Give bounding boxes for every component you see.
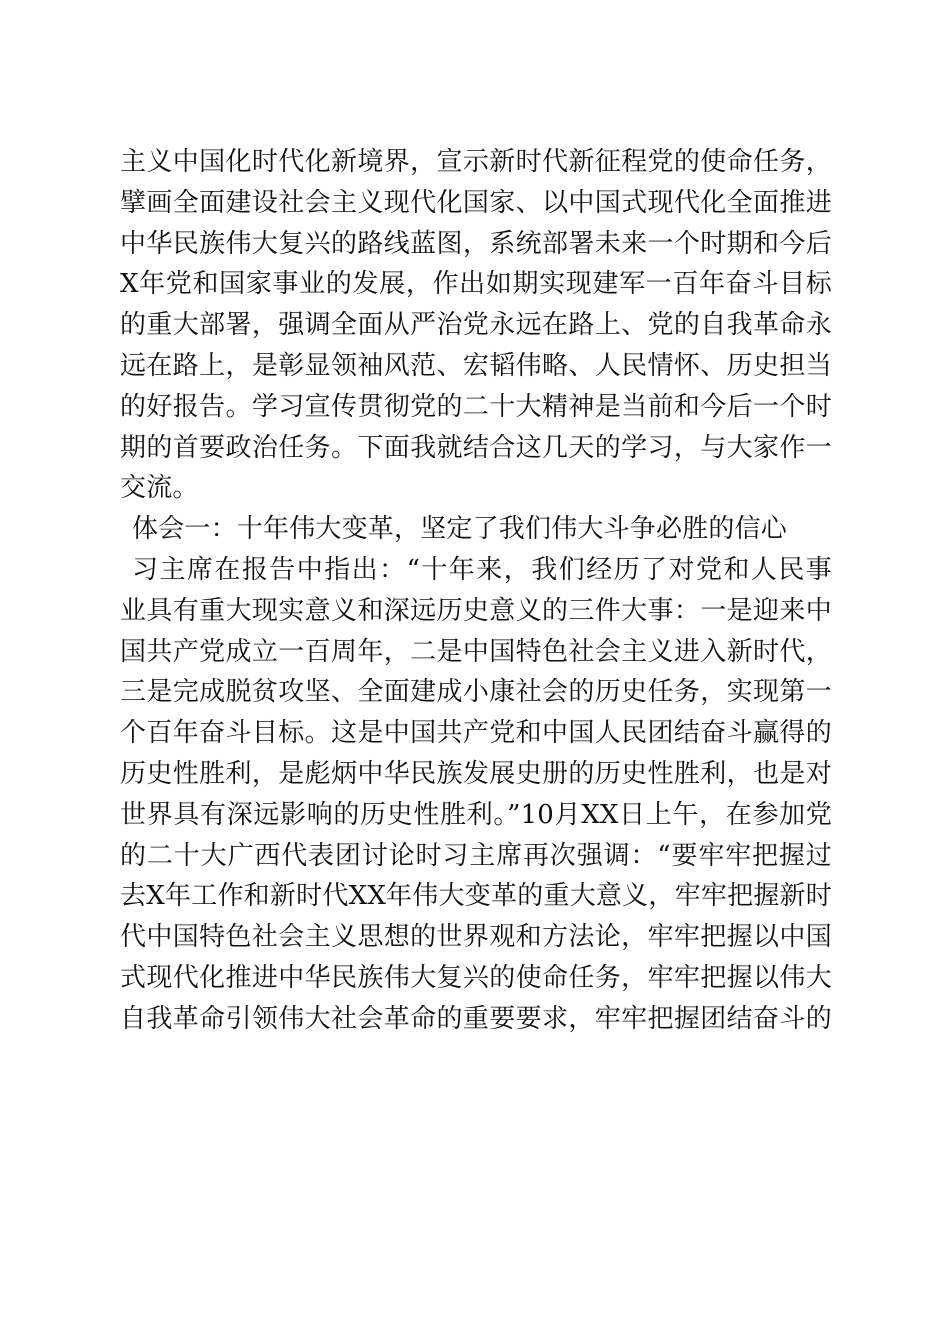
paragraph-1-line: 主义中国化时代化新境界，宣示新时代新征程党的使命任务， xyxy=(120,147,832,177)
paragraph-1-line: 中华民族伟大复兴的路线蓝图，系统部署未来一个时期和今后 xyxy=(120,228,832,259)
paragraph-2-line: 去X年工作和新时代XX年伟大变革的重大意义，牢牢把握新时 xyxy=(120,881,832,912)
paragraph-1-line: 交流。 xyxy=(120,473,199,504)
paragraph-1-line: 的好报告。学习宣传贯彻党的二十大精神是当前和今后一个时 xyxy=(120,391,832,422)
paragraph-1-line: X年党和国家事业的发展，作出如期实现建军一百年奋斗目标 xyxy=(120,269,832,300)
paragraph-2-line: 世界具有深远影响的历史性胜利。”10月XX日上午，在参加党 xyxy=(120,799,832,830)
paragraph-1-line: 的重大部署，强调全面从严治党永远在路上、党的自我革命永 xyxy=(120,310,832,341)
section-heading: 体会一：十年伟大变革，坚定了我们伟大斗争必胜的信心 xyxy=(132,514,788,545)
paragraph-1-line: 远在路上，是彰显领袖风范、宏韬伟略、人民情怀、历史担当 xyxy=(120,350,832,381)
paragraph-2-line: 三是完成脱贫攻坚、全面建成小康社会的历史任务，实现第一 xyxy=(120,677,832,708)
paragraph-2-line: 自我革命引领伟大社会革命的重要要求，牢牢把握团结奋斗的 xyxy=(120,1003,832,1034)
paragraph-2-line: 业具有重大现实意义和深远历史意义的三件大事：一是迎来中 xyxy=(120,595,832,626)
paragraph-1-line: 擘画全面建设社会主义现代化国家、以中国式现代化全面推进 xyxy=(120,187,832,218)
paragraph-2-line: 习主席在报告中指出：“十年来，我们经历了对党和人民事 xyxy=(132,554,832,585)
paragraph-2-line: 个百年奋斗目标。这是中国共产党和中国人民团结奋斗赢得的 xyxy=(120,718,832,749)
paragraph-2-line: 式现代化推进中华民族伟大复兴的使命任务，牢牢把握以伟大 xyxy=(120,962,832,993)
paragraph-2-line: 的二十大广西代表团讨论时习主席再次强调：“要牢牢把握过 xyxy=(120,840,832,871)
document-body xyxy=(120,142,832,1040)
paragraph-2-line: 历史性胜利，是彪炳中华民族发展史册的历史性胜利，也是对 xyxy=(120,758,832,789)
paragraph-2-line: 代中国特色社会主义思想的世界观和方法论，牢牢把握以中国 xyxy=(120,922,832,953)
paragraph-2-line: 国共产党成立一百周年，二是中国特色社会主义进入新时代， xyxy=(120,636,832,667)
paragraph-1-line: 期的首要政治任务。下面我就结合这几天的学习，与大家作一 xyxy=(120,432,832,463)
